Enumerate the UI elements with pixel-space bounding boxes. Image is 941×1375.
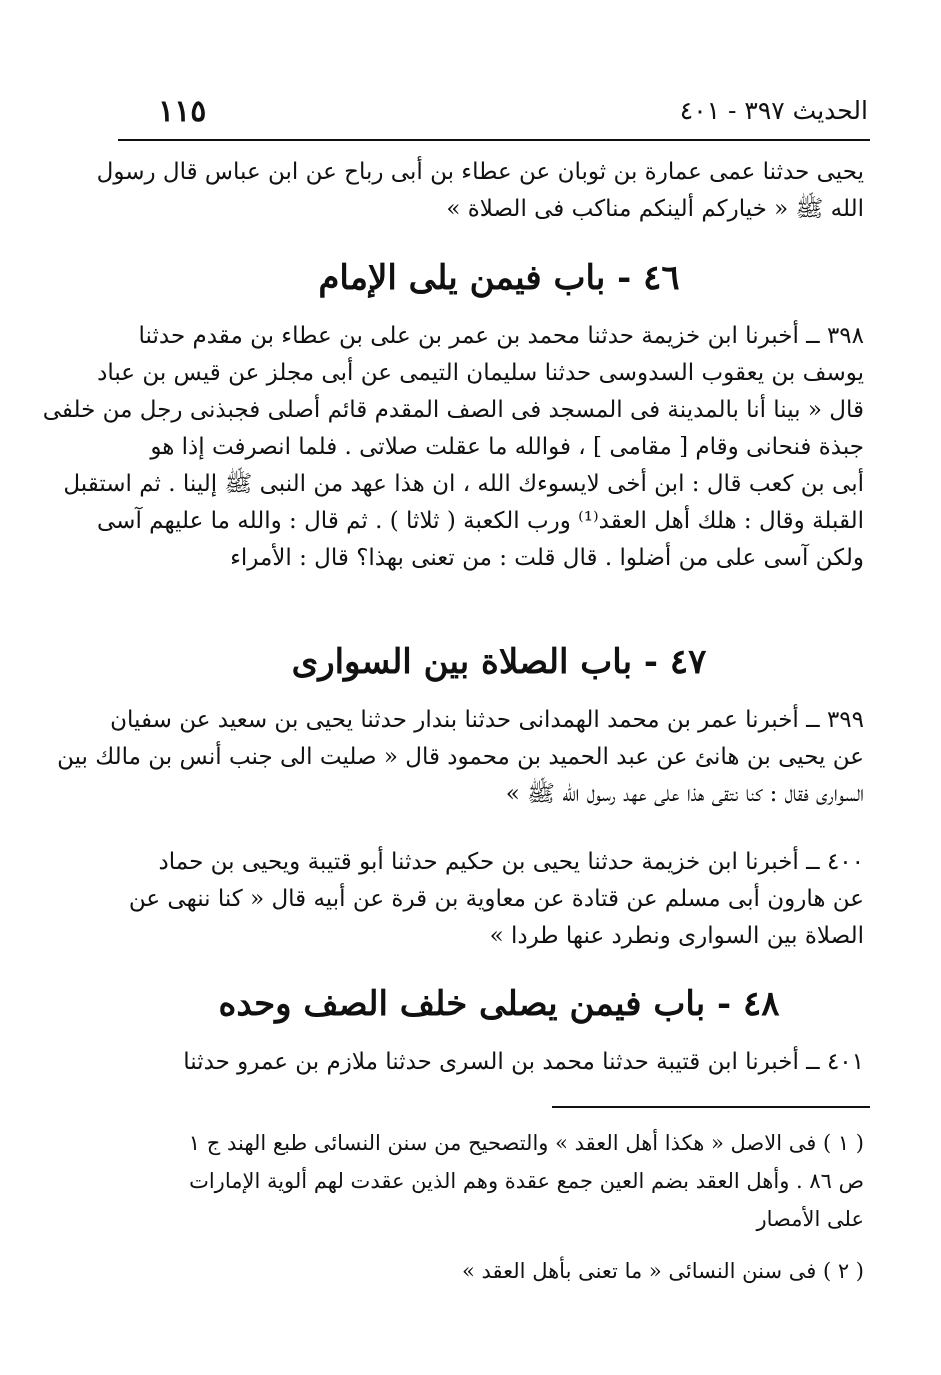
text-line: السوارى فقال : كنا نتقى هذا على عهد رسول الله ﷺ » xyxy=(505,781,864,807)
text-line: الصلاة بين السوارى ونطرد عنها طردا » xyxy=(489,923,864,949)
text-line: ٤٠١ ــ أخبرنا ابن قتيبة حدثنا محمد بن السرى حدثنا ملازم بن عمرو حدثنا xyxy=(183,1049,864,1075)
chapter-heading-47: ٤٧ - باب الصلاة بين السوارى xyxy=(291,642,707,682)
page-header xyxy=(118,92,868,132)
footnote-rule xyxy=(552,1106,870,1108)
text-line: أبى بن كعب قال : ابن أخى لايسوءك الله ، ان هذا عهد من النبى ﷺ إلينا . ثم استقبل xyxy=(63,471,864,497)
header-rule xyxy=(118,139,870,141)
text-line: يحيى حدثنا عمى عمارة بن ثوبان عن عطاء بن أبى رباح عن ابن عباس قال رسول xyxy=(96,159,864,185)
footnote-line: ( ٢ ) فى سنن النسائى « ما تعنى بأهل العقد » xyxy=(461,1259,864,1283)
hadith-398 xyxy=(42,318,864,577)
hadith-399 xyxy=(57,702,864,813)
hadith-401 xyxy=(134,1044,864,1081)
intro-paragraph xyxy=(96,154,864,228)
page-number: ١١٥ xyxy=(158,94,207,129)
text-line: جبذة فنحانى وقام [ مقامى ] ، فوالله ما عقلت صلاتى . فلما انصرفت إذا هو xyxy=(150,434,864,460)
text-line: ولكن آسى على من أضلوا . قال قلت : من تعنى بهذا؟ قال : الأمراء xyxy=(230,545,864,571)
footnote-line: ص ٨٦ . وأهل العقد بضم العين جمع عقدة وهم الذين عقدت لهم ألوية الإمارات xyxy=(189,1169,864,1193)
footnote-line: على الأمصار xyxy=(756,1207,864,1231)
text-line: قال « بينا أنا بالمدينة فى المسجد فى الصف المقدم قائم أصلى فجبذنى رجل من خلفى xyxy=(42,397,864,423)
text-line: عن هارون أبى مسلم عن قتادة عن معاوية بن قرة عن أبيه قال « كنا ننهى عن xyxy=(128,886,864,912)
text-line: يوسف بن يعقوب السدوسى حدثنا سليمان التيمى عن أبى مجلز عن قيس بن عباد xyxy=(97,360,864,386)
text-line: ٣٩٨ ــ أخبرنا ابن خزيمة حدثنا محمد بن عمر بن على بن عطاء بن مقدم حدثنا xyxy=(138,323,864,349)
footnote-line: ( ١ ) فى الاصل « هكذا أهل العقد » والتصحيح من سنن النسائى طبع الهند ج ١ xyxy=(188,1131,864,1155)
text-line: ٤٠٠ ــ أخبرنا ابن خزيمة حدثنا يحيى بن حكيم حدثنا أبو قتيبة ويحيى بن حماد xyxy=(158,849,864,875)
chapter-heading-46: ٤٦ - باب فيمن يلى الإمام xyxy=(318,258,680,298)
footnotes xyxy=(134,1124,864,1290)
chapter-heading-48: ٤٨ - باب فيمن يصلى خلف الصف وحده xyxy=(218,984,780,1024)
running-title: الحديث ٣٩٧ - ٤٠١ xyxy=(679,96,868,125)
hadith-400 xyxy=(128,844,864,955)
text-line: عن يحيى بن هانئ عن عبد الحميد بن محمود قال « صليت الى جنب أنس بن مالك بين xyxy=(57,744,864,770)
text-line: ٣٩٩ ــ أخبرنا عمر بن محمد الهمدانى حدثنا بندار حدثنا يحيى بن سعيد عن سفيان xyxy=(110,707,864,733)
text-line: القبلة وقال : هلك أهل العقد⁽¹⁾ ورب الكعبة ( ثلاثا ) . ثم قال : والله ما عليهم آسى xyxy=(97,508,864,534)
text-line: الله ﷺ « خياركم ألينكم مناكب فى الصلاة » xyxy=(446,196,864,222)
